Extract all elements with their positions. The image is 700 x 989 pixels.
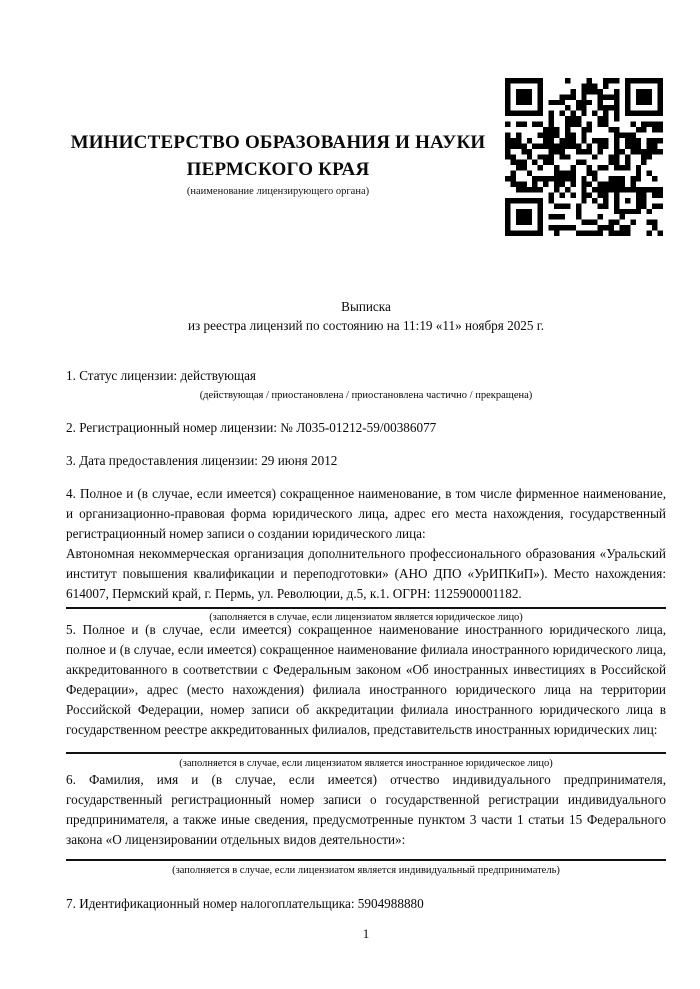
document-title-line1: Выписка [341, 299, 391, 314]
legal-entity-caption: (заполняется в случае, если лицензиатом является юридическое лицо) [209, 612, 523, 623]
section-individual-entrepreneur [66, 770, 666, 878]
fill-in-line [66, 752, 666, 754]
license-status-options-caption: (действующая / приостановлена / приостановлена частично / прекращена) [199, 390, 533, 401]
authority-name-line2: ПЕРМСКОГО КРАЯ [186, 159, 370, 180]
foreign-entity-caption: (заполняется в случае, если лицензиатом является иностранное юридическое лицо) [179, 758, 553, 769]
legal-entity-question: 4. Полное и (в случае, если имеется) сокращенное наименование, в том числе фирменное наименование, и организационно-правовая форма юридического лица, адрес его места нахождения, государственный регистрационный номер записи о создании юридического лица: [66, 486, 666, 541]
section-grant-date [66, 451, 666, 471]
section-license-status [66, 366, 666, 403]
document-title-line2: из реестра лицензий по состоянию на 11:19 «11» ноября 2025 г. [187, 318, 545, 333]
licensing-authority-header [66, 129, 490, 199]
document-title [66, 297, 666, 335]
taxpayer-number-text: 7. Идентификационный номер налогоплательщика: 5904988880 [66, 896, 424, 911]
section-legal-entity [66, 484, 666, 625]
registration-number-text: 2. Регистрационный номер лицензии: № Л035-01212-59/00386077 [66, 420, 437, 435]
individual-entrepreneur-question: 6. Фамилия, имя и (в случае, если имеется) отчество индивидуального предпринимателя, государственный регистрационный номер записи о государственной регистрации индивидуального предпринимателя, а также иные сведения, предусмотренные пунктом 3 части 1 статьи 15 Федерального закона «О лицензировании отдельных видов деятельности»: [66, 772, 666, 847]
legal-entity-answer: Автономная некоммерческая организация дополнительного профессионального образования «Уральский институт повышения квалификации и переподготовки» (АНО ДПО «УрИПКиП»). Место нахождения: 614007, Пермский край, г. Пермь, ул. Революции, д.5, к.1. ОГРН: 1125900001182. [66, 546, 666, 601]
grant-date-text: 3. Дата предоставления лицензии: 29 июня 2012 [66, 453, 338, 468]
section-registration-number [66, 418, 666, 438]
authority-caption: (наименование лицензирующего органа) [186, 186, 370, 197]
authority-name-line1: МИНИСТЕРСТВО ОБРАЗОВАНИЯ И НАУКИ [70, 132, 486, 153]
foreign-entity-question: 5. Полное и (в случае, если имеется) сокращенное наименование иностранного юридического лица, полное и (в случае, если имеется) сокращенное наименование филиала иностранного юридического лица, аккредитованного в соответствии с Федеральным законом «Об иностранных инвестициях в Российской Федерации», адрес (место нахождения) филиала иностранного юридического лица на территории Российской Федерации, номер записи об аккредитации филиала иностранного юридического лица в государственном реестре аккредитованных филиалов, представительств иностранных юридических лиц: [66, 622, 666, 737]
section-taxpayer-number [66, 894, 666, 914]
qr-code-icon [505, 78, 663, 236]
fill-in-line [66, 607, 666, 609]
license-status-text: 1. Статус лицензии: действующая [66, 368, 257, 383]
fill-in-line [66, 859, 666, 861]
page-number: 1 [362, 926, 370, 941]
section-foreign-entity [66, 620, 666, 771]
individual-entrepreneur-caption: (заполняется в случае, если лицензиатом является индивидуальный предприниматель) [172, 865, 560, 876]
